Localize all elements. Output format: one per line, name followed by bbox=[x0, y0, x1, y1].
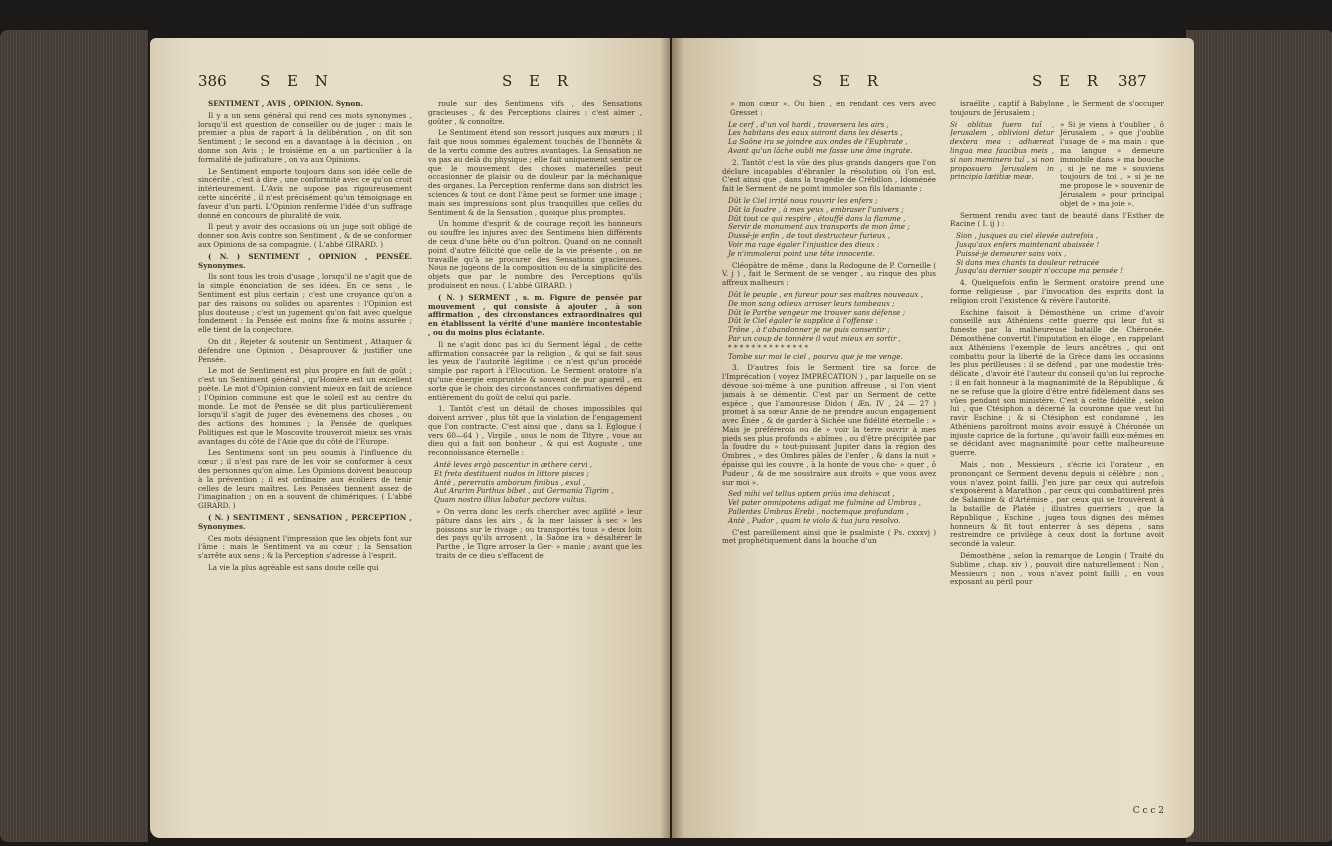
verse-line: Trône , à t'abandonner je ne puis consentir ; bbox=[728, 325, 891, 335]
left-page bbox=[150, 38, 670, 838]
paragraph: Les Sentimens sont un peu soumis à l'influence du cœur ; il n'est pas rare de les voir se conformer à ceux des personnes qu'on aime. Les Opinions doivent beaucoup à la prévention ; il est ordinaire aux écoliers de tenir celles de leurs maîtres. Les Pensées tiennent assez de l'imagination ; on en a souvent de chimériques. ( L'abbé GIRARD. ) bbox=[198, 448, 412, 511]
right-page-edges bbox=[1186, 30, 1332, 842]
verse-line: La Saône ira se joindre aux ondes de l'Euphrate , bbox=[728, 137, 908, 147]
text-column-left-2 bbox=[428, 100, 642, 835]
verse-line: Dussé-je enfin , de tout destructeur furieux , bbox=[728, 231, 891, 241]
verse-line: Pallentes Umbras Erebi , noctemque profundam , bbox=[728, 507, 909, 517]
verse-line: Et freta destituent nudos in littore pisces ; bbox=[434, 468, 589, 478]
verse-line: Sed mihi vel tellus optem priùs ima dehiscat , bbox=[728, 489, 895, 499]
verse-line: Antè , pererratis amborum finibus , exul , bbox=[434, 477, 586, 487]
verse-line: Quam nostro illius labatur pectore vultus. bbox=[434, 495, 587, 505]
paragraph: La vie la plus agréable est sans doute celle qui bbox=[208, 563, 379, 573]
paragraph: 2. Tantôt c'est la vûe des plus grands dangers que l'on déclare incapables d'ébranler la résolution où l'on est. C'est ainsi que , dans la tragédie de Crébillon , Idoménée fait le Serment de ne point immoler son fils Idamante : bbox=[722, 157, 936, 194]
paragraph: Ils sont tous les trois d'usage , lorsqu'il ne s'agit que de la simple énonciation de ses idées. En ce sens , le Sentiment est plus certain ; c'est une croyance qu'on a par des raisons ou solides ou aparentes : l'Opinion est plus douteuse ; c'est un jugement qu'on fait avec quelque fondement : la Pensée est moins fixe & moins assurée ; elle tient de la conjecture. bbox=[198, 272, 412, 335]
verse-quote bbox=[950, 232, 1164, 276]
verse-line: Dût le Ciel irrité nous rouvrir les enfers ; bbox=[728, 195, 878, 205]
verse-line: Servir de monument aux transports de mon âme ; bbox=[728, 222, 910, 232]
verse-line: Puissé-je demeurer sans voix , bbox=[956, 248, 1067, 258]
verse-line: Si dans mes chants ta douleur retracée bbox=[956, 257, 1100, 267]
paragraph: Il y a un sens général qui rend ces mots synonymes , lorsqu'il est question de conseiller ou de juger : mais le premier a plus de raport à la délibération , on dit son Sentiment ; le second en a davantage à la décision , on donne son Avis ; le troisième en a un particulier à la formalité de judicature , on va aux Opinions. bbox=[198, 110, 412, 164]
entry-heading: ( N. ) SENTIMENT , SENSATION , PERCEPTION , Synonymes. bbox=[198, 513, 412, 531]
verse-line: Par un coup de tonnère il vaut mieux en sortir , bbox=[728, 333, 901, 343]
verse-line: Vel pater omnipotens adigat me fulmine ad Umbras , bbox=[728, 498, 921, 508]
verse-line: Avant qu'un lâche oubli me fasse une âme ingrate. bbox=[728, 145, 913, 155]
verse-quote bbox=[722, 291, 936, 361]
verse-line: Aut Ararim Parthus bibet , aut Germania Tigrim , bbox=[434, 486, 614, 496]
paragraph: 4. Quelquefois enfin le Serment oratoire prend une forme religieuse , par l'invocation des esprits dont la religion croit l'existence & révère l'autorité. bbox=[950, 278, 1164, 305]
verse-line: Jusqu'aux enfers maintenant abaissée ! bbox=[956, 239, 1100, 249]
french-text: » Si je viens à t'oublier , ô Jérusalem , » que j'oublie l'usage de » ma main : que ma langue » demeure immobile dans » ma bouche , si je ne me » souviens toujours de toi , » si je ne me propose le » souvenir de Jérusalem » pour principal objet de » ma joie ». bbox=[1060, 119, 1164, 208]
paragraph: Ces mots désignent l'impression que les objets font sur l'âme : mais le Sentiment va au cœur ; la Sensation s'arrête aux sens ; & la Perception s'adresse à l'esprit. bbox=[198, 533, 412, 561]
verse-line: Voir ma rage égaler l'injustice des dieux : bbox=[728, 239, 880, 249]
book-gutter bbox=[660, 38, 684, 838]
paragraph: Le Sentiment étend son ressort jusques aux mœurs ; il fait que nous sommes également touchés de l'honnête & de la vertu comme des autres avantages. La Sensation ne va pas au delà du physique ; elle fait uniquement sentir ce que le mouvement des choses matérielles peut occasionner de plaisir ou de douleur par la méchanique des organes. La Perception renferme dans son district les sciences & tout ce dont l'âme peut se former une image ; mais ses impressions sont plus tranquilles que celles du Sentiment & de la Sensation , quoique plus promptes. bbox=[428, 128, 642, 217]
running-head: S E N bbox=[260, 72, 334, 90]
verse-line: Dût le Ciel égaler le supplice à l'offense : bbox=[728, 316, 878, 326]
paragraph: Cléopâtre de même , dans la Rodogune de P. Corneille ( V. j ) , fait le Serment de se venger , au risque des plus affreux malheurs : bbox=[722, 260, 936, 288]
parallel-text bbox=[950, 121, 1164, 209]
verse-line: Les habitans des eaux suiront dans les déserts , bbox=[728, 128, 903, 138]
paragraph: C'est pareillement ainsi que le psalmiste ( Ps. cxxxvj ) met prophétiquement dans la bouche d'un bbox=[722, 527, 936, 546]
paragraph: Eschine faisoit à Démosthène un crime d'avoir conseillé aux Athéniens cette guerre qui leur fut si funeste par la malheureuse bataille de Chéronée. Démosthène convertit l'imputation en éloge , en rappelant aux Athéniens l'exemple de leurs ancêtres , qui ont combattu pour la liberté de la Grèce dans les occasions les plus périlleuses : il se défend , par une modestie très-délicate , d'avoir été l'auteur du conseil qu'on lui reproche ; il en fait honneur à la magnanimité de la République , & ne se refuse que la gloire d'être entré fidèlement dans ses vûes pendant son ministère. C'est à cette fidélité , selon lui , que Ctésiphon a décerné la couronne que veut lui ravir Eschine ; & si Ctésiphon est condamné , les Athéniens paroîtront moins avoir essuyé à Chéronée un injuste caprice de la fortune , qu'avoir failli eux-mêmes en se décidant avec magnanimité pour cette malheureuse guerre. bbox=[950, 307, 1164, 458]
left-page-edges bbox=[0, 30, 148, 842]
verse-line: * * * * * * * * * * * * * * bbox=[728, 342, 809, 352]
verse-line: Je n'immolerai point une tête innocente. bbox=[728, 248, 875, 258]
verse-quote bbox=[722, 490, 936, 525]
verse-line: Antè leves ergò pascentur in æthere cervi , bbox=[434, 460, 593, 470]
running-head: S E R bbox=[502, 72, 575, 90]
paragraph: » mon cœur ». Ou bien , en rendant ces vers avec Gresset : bbox=[730, 100, 936, 117]
verse-line: De mon sang odieux arroser leurs tombeaux ; bbox=[728, 298, 895, 308]
entry-heading: SENTIMENT , AVIS , OPINION. Synon. bbox=[208, 100, 363, 108]
paragraph: Mais , non , Messieurs , s'écrie ici l'orateur , en prononçant ce Serment devenu depuis si célèbre ; non , vous n'avez point failli. J'en jure par ceux qui autrefois s'exposèrent à Marathon , par ceux qui combattirent près de Salamine & d'Artémise , par ceux qui se trouvèrent à la bataille de Platée ; illustres guerriers , que la République , Eschine , jugea tous dignes des mêmes honneurs & fit tout enterrer à ses dépens , sans restreindre ce privilège à ceux dont la fortune avoit secondé la valeur. bbox=[950, 460, 1164, 549]
verse-line: Tombe sur moi le ciel , pourvu que je me venge. bbox=[728, 351, 903, 361]
entry-heading: ( N. ) SENTIMENT , OPINION , PENSÉE. Synonymes. bbox=[198, 251, 412, 270]
text-column-right-1 bbox=[722, 100, 936, 835]
latin-text: Si oblitus fuero tuî , Jerusalem , oblivioni detur dextera mea : adhæreat lingua mea faucibus meis , si non meminero tuî , si non proposuero Jerusalem in principio lætitiæ meæ. bbox=[950, 119, 1054, 182]
verse-quote bbox=[722, 197, 936, 259]
text-column-right-2 bbox=[950, 100, 1164, 835]
paragraph: 3. D'autres fois le Serment tire sa force de l'Imprécation ( voyez IMPRÉCATION ) , par laquelle on se dévoue soi-même à une punition affreuse , si l'on vient jamais à se démentir. C'est par un Serment de cette espèce , que l'amoureuse Didon ( Æn. IV , 24 — 27 ) promet à sa sœur Anne de ne prendre aucun engagement avec Énée , & de garder à Sichée une fidélité éternelle : » Mais je préférerois ou de » voir la terre ouvrir à mes pieds ses plus profonds » abîmes , ou d'être précipitée par la foudre du » tout-puissant Jupiter dans la région des Ombres , » des Ombres pâles de l'enfer , & dans la nuit » épaisse qui les couvre , à la honte de vous cho- » quer , ô Pudeur , & de me soustraire aux droits » que vous avez sur moi ». bbox=[722, 363, 936, 487]
verse-quote bbox=[428, 461, 642, 505]
paragraph: Le Sentiment emporte toujours dans son idée celle de sincérité , c'est à dire , une conformité avec ce qu'on croit intérieurement. L'Avis ne supose pas rigoureusement cette sincérité , il n'est précisément qu'un témoignage en faveur d'un parti. L'Opinion renferme l'idée d'un suffrage donné en concours de pluralité de voix. bbox=[198, 166, 412, 220]
page-number: 387 bbox=[1118, 72, 1147, 90]
paragraph: Il peut y avoir des occasions où un juge soit obligé de donner son Avis contre son Sentiment , & de se conformer aux Opinions de sa compagnie. ( L'abbé GIRARD. ) bbox=[198, 222, 412, 249]
right-page bbox=[672, 38, 1194, 838]
paragraph: Il ne s'agit donc pas ici du Serment légal , de cette affirmation consacrée par la religion , & qui se fait sous les yeux de l'autorité légitime : ce n'est qu'un procédé simple par raport à l'Élocution. Le Serment oratoire n'a qu'une énergie empruntée & souvent de pur apareil , en sorte que le choix des circonstances confirmatives dépend entièrement du goût de celui qui parle. bbox=[428, 339, 642, 402]
verse-line: Le cerf , d'un vol hardi , traversera les airs , bbox=[728, 119, 889, 129]
signature-mark: C c c 2 bbox=[1132, 806, 1164, 816]
page-number: 386 bbox=[198, 72, 227, 90]
paragraph: Démosthène , selon la remarque de Longin ( Traité du Sublime , chap. xiv ) , pouvoit dire naturellement : Non , Messieurs ; non , vous n'avez point failli , en vous exposant au péril pour bbox=[950, 551, 1164, 587]
text-column-left-1 bbox=[198, 100, 412, 835]
verse-line: Dût tout ce qui respire , étouffé dans la flamme , bbox=[728, 213, 906, 223]
verse-line: Sion , jusques au ciel élevée autrefois , bbox=[956, 231, 1099, 241]
running-head: S E R bbox=[1032, 72, 1105, 90]
running-head: S E R bbox=[812, 72, 885, 90]
paragraph: roule sur des Sentimens vifs , des Sensations gracieuses , & des Perceptions claires : c'est aimer , goûter , & connoître. bbox=[428, 100, 642, 126]
paragraph: Serment rendu avec tant de beauté dans l'Esther de Racine ( I. ij ) : bbox=[950, 210, 1164, 229]
verse-line: Dût le peuple , en fureur pour ses maîtres nouveaux , bbox=[728, 289, 923, 299]
verse-line: Jusqu'au dernier soupir n'occupe ma pensée ! bbox=[956, 266, 1124, 276]
verse-line: Antè , Pudor , quam te violo & tua jura resolvo. bbox=[728, 515, 901, 525]
paragraph: 1. Tantôt c'est un détail de choses impossibles qui doivent arriver , plus tôt que la violation de l'engagement que l'on contracte. C'est ainsi que , dans sa I. Eglogue ( vers 60—64 ) , Virgile , sous le nom de Tityre , voue au dieu qui a fait son bonheur , & qui est Auguste , une reconnoissance éternelle : bbox=[428, 404, 642, 458]
entry-heading: ( N. ) SERMENT , s. m. Figure de pensée par mouvement , qui consiste à ajouter , à son affirmation , des circonstances extraordinaires qui en établissent la vérité d'une manière incontestable , ou du moins plus éclatante. bbox=[428, 292, 642, 337]
verse-quote bbox=[722, 121, 936, 156]
paragraph: Le mot de Sentiment est plus propre en fait de goût ; c'est un Sentiment général , qu'Homère est un excellent poète. Le mot d'Opinion convient mieux en fait de science ; l'Opinion commune est que le soleil est au centre du monde. Le mot de Pensée se dit plus particulièrement lorsqu'il s'agit de juger des évènemens des choses , ou des actions des hommes ; la Pensée de quelques Politiques est que le Moscovite trouveroit mieux ses vrais avantages du côté de l'Asie que du côté de l'Europe. bbox=[198, 366, 412, 446]
verse-line: Dût la foudre , à mes yeux , embraser l'univers ; bbox=[728, 204, 904, 214]
verse-line: Dût le Parthe vengeur me trouver sans défense ; bbox=[728, 307, 906, 317]
paragraph: » On verra donc les cerfs chercher avec agilité » leur pâture dans les airs , & la mer laisser à sec » les poissons sur le rivage ; ou transportés tous » deux loin des pays qu'ils arrosent , la Saône ira » désaltérer le Parthe , le Tigre arroser la Ger- » manie ; avant que les traits de ce dieu s'effacent de bbox=[436, 507, 642, 561]
paragraph: Un homme d'esprit & de courage reçoit les honneurs ou souffre les injures avec des Sentimens bien différents de ceux d'une bête ou d'un poltron. Quand on ne connoît point d'autre félicité que celle de la vie présente , on ne travaille qu'à se procurer des Sensations gracieuses. Nous ne jugeons de la composition ou de la simplicité des objets que par le nombre des Perceptions qu'ils produisent en nous. ( L'abbé GIRARD. ) bbox=[428, 219, 642, 290]
paragraph: On dit , Rejeter & soutenir un Sentiment , Attaquer & défendre une Opinion , Désaprouver & justifier une Pensée. bbox=[198, 336, 412, 364]
paragraph: israélite , captif à Babylone , le Serment de s'occuper toujours de Jérusalem ; bbox=[950, 100, 1164, 117]
